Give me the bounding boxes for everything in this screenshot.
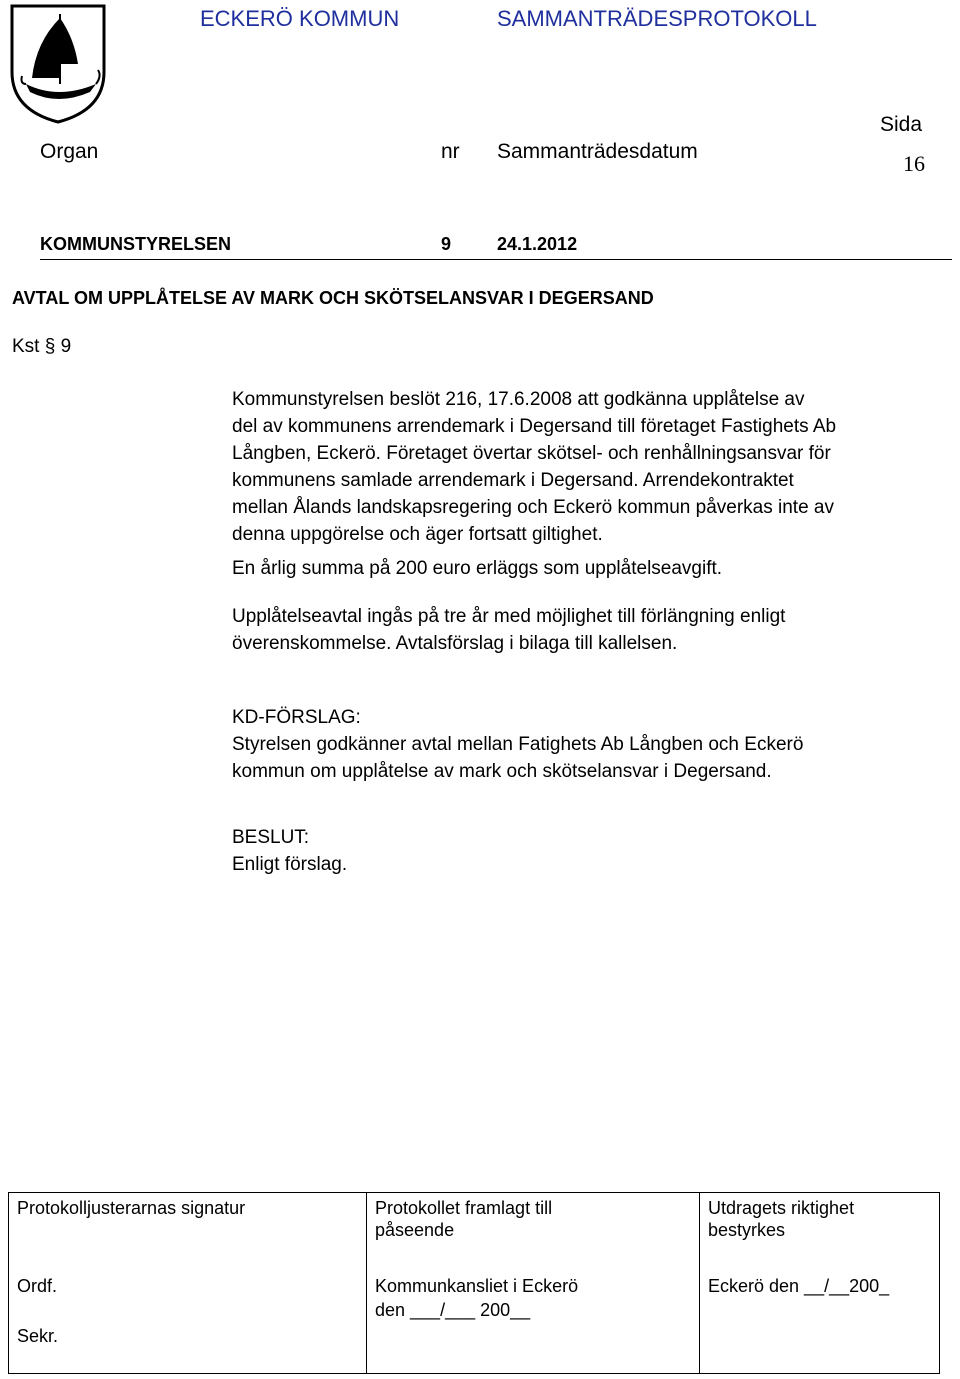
display-place: Kommunkansliet i Eckerö: [375, 1276, 579, 1296]
certification-title-line1: Utdragets riktighet: [708, 1198, 855, 1218]
body-line: del av kommunens arrendemark i Degersand till företaget Fastighets Ab: [232, 416, 837, 437]
body-line: Styrelsen godkänner avtal mellan Fatighets Ab Långben och Eckerö: [232, 734, 804, 755]
display-title-line2: påseende: [375, 1220, 455, 1240]
document-type: SAMMANTRÄDESPROTOKOLL: [497, 6, 817, 31]
paragraph-fee: [232, 555, 722, 582]
signature-column-adjusters: [9, 1193, 366, 1373]
section-reference: Kst § 9: [12, 336, 72, 357]
organ-value: KOMMUNSTYRELSEN: [40, 234, 232, 254]
organ-label: Organ: [40, 140, 99, 163]
display-date: den ___/___ 200__: [375, 1300, 531, 1320]
body-line: En årlig summa på 200 euro erläggs som upplåtelseavgift.: [232, 558, 723, 579]
body-line: Kommunstyrelsen beslöt 216, 17.6.2008 att godkänna upplåtelse av: [232, 389, 805, 410]
adjusters-title: Protokolljusterarnas signatur: [17, 1198, 246, 1218]
secretary-label: Sekr.: [17, 1326, 59, 1346]
body-line: kommun om upplåtelse av mark och skötselansvar i Degersand.: [232, 761, 772, 782]
body-line: denna uppgörelse och äger fortsatt giltighet.: [232, 524, 603, 545]
paragraph-number-label: nr: [441, 140, 460, 163]
chair-label: Ordf.: [17, 1276, 58, 1296]
page-number: 16: [903, 151, 925, 176]
subject-title: AVTAL OM UPPLÅTELSE AV MARK OCH SKÖTSELANSVAR I DEGERSAND: [12, 288, 654, 308]
decision-block: [232, 824, 347, 878]
decision-label: BESLUT:: [232, 827, 310, 848]
signature-table: [8, 1192, 940, 1374]
display-title-line1: Protokollet framlagt till: [375, 1198, 553, 1218]
decision-text: Enligt förslag.: [232, 854, 348, 875]
paragraph-number-value: 9: [441, 234, 452, 254]
viking-ship-coat-of-arms-icon: [8, 2, 108, 126]
page-label: Sida: [880, 113, 923, 136]
paragraph-background: [232, 386, 836, 548]
certification-title-line2: bestyrkes: [708, 1220, 786, 1240]
body-line: Långben, Eckerö. Företaget övertar skötsel- och renhållningsansvar för: [232, 443, 831, 464]
body-line: Upplåtelseavtal ingås på tre år med möjlighet till förlängning enligt: [232, 606, 786, 627]
body-line: överenskommelse. Avtalsförslag i bilaga till kallelsen.: [232, 633, 678, 654]
proposal-label: KD-FÖRSLAG:: [232, 707, 361, 728]
municipality-name: ECKERÖ KOMMUN: [200, 6, 400, 31]
paragraph-term: [232, 603, 785, 657]
certification-date: Eckerö den __/__200_: [708, 1276, 890, 1296]
header-divider: [40, 259, 952, 260]
signature-column-display: [366, 1193, 700, 1373]
signature-column-certification: [699, 1193, 939, 1373]
meeting-date-label: Sammanträdesdatum: [497, 140, 698, 163]
body-line: kommunens samlade arrendemark i Degersand. Arrendekontraktet: [232, 470, 794, 491]
meeting-date-value: 24.1.2012: [497, 234, 578, 254]
proposal-block: [232, 704, 803, 785]
body-line: mellan Ålands landskapsregering och Eckerö kommun påverkas inte av: [232, 497, 834, 518]
